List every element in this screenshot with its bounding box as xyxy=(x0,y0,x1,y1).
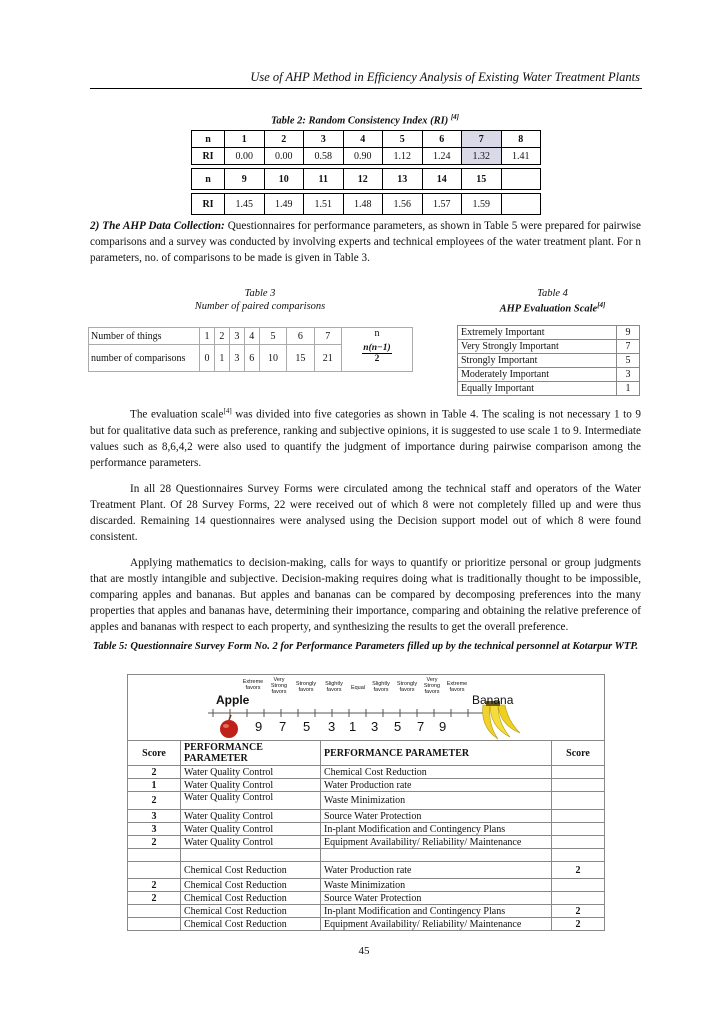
scale-category: Extreme favors xyxy=(446,681,468,693)
table-row xyxy=(128,823,605,836)
p1-start: The evaluation scale xyxy=(130,408,224,421)
table-row xyxy=(128,810,605,823)
table2-cell: 0.00 xyxy=(225,148,265,165)
table4-cell: 3 xyxy=(617,368,640,382)
table2-cell: 1.24 xyxy=(422,148,462,165)
scale-category: Very Strong favors xyxy=(270,677,288,695)
scale-number: 5 xyxy=(394,719,402,734)
running-header: Use of AHP Method in Efficiency Analysis of Existing Water Treatment Plants xyxy=(250,70,640,84)
table3-cell: 1 xyxy=(214,345,229,372)
paragraph-1 xyxy=(90,403,641,471)
table2-cell: 3 xyxy=(304,131,344,148)
table2-cell: 15 xyxy=(462,169,502,190)
table-row xyxy=(128,779,605,792)
scale-number: 3 xyxy=(328,719,336,734)
table5-cell: Source Water Protection xyxy=(321,810,552,823)
table5-cell: 2 xyxy=(552,905,605,918)
table4-cell: Very Strongly Important xyxy=(458,340,617,354)
table2-cell: 9 xyxy=(225,169,265,190)
table5-cell xyxy=(552,766,605,779)
table2-row xyxy=(192,148,541,165)
table5-cell xyxy=(552,892,605,905)
table5-cell: Water Quality Control xyxy=(181,823,321,836)
table5-cell xyxy=(552,792,605,810)
table5-cell xyxy=(552,779,605,792)
table4-subtitle-text: AHP Evaluation Scale xyxy=(499,303,598,315)
table-row xyxy=(128,792,605,810)
table3-cell: 0 xyxy=(200,345,215,372)
table4-cell: 9 xyxy=(617,326,640,340)
table2-cell: 13 xyxy=(383,169,423,190)
table-row xyxy=(128,879,605,892)
table4-title: Table 4 xyxy=(537,288,568,299)
table3-cell: number of comparisons xyxy=(89,345,200,372)
table3-cell: 6 xyxy=(244,345,259,372)
table2-cell: 12 xyxy=(343,169,383,190)
table-row xyxy=(128,766,605,779)
p1-ref: [4] xyxy=(223,407,232,415)
scale-number: 9 xyxy=(439,719,447,734)
paragraph-3: Applying mathematics to decision-making, calls for ways to quantify or prioritize personal or group judgments that are mostly intangible and subjective. Decision-making requires doing what is traditionally thought to be impossible, comparing apples and bananas. But apples and bananas can be compared by decomposing preferences into the many properties that apples and bananas have, determining their importance, comparing and obtaining the relative preference of apples and bananas with respect to each property, and synthesizing the results to get the overall preference. xyxy=(90,556,641,633)
table4-subtitle-ref: [4] xyxy=(597,301,606,309)
table-row xyxy=(128,892,605,905)
table5-cell: 2 xyxy=(128,792,181,810)
apple-label: Apple xyxy=(216,693,250,707)
header-rule xyxy=(90,88,642,89)
table2-cell: 1.49 xyxy=(264,194,304,215)
table2-cell: 1 xyxy=(225,131,265,148)
table5-cell xyxy=(552,849,605,862)
table5-cell: Water Quality Control xyxy=(181,779,321,792)
scale-category: Equal xyxy=(350,685,366,691)
table5-cell: 2 xyxy=(128,836,181,849)
table5-header: Score xyxy=(552,741,605,766)
table2-cell: 10 xyxy=(264,169,304,190)
table2-cell: 0.00 xyxy=(264,148,304,165)
table3-subtitle: Number of paired comparisons xyxy=(194,301,326,312)
section-paragraph xyxy=(90,218,641,266)
table3-cell: 7 xyxy=(314,328,341,345)
table4-row xyxy=(458,368,640,382)
scale-graphic xyxy=(127,674,605,741)
table2-cell: 1.48 xyxy=(343,194,383,215)
table5-cell: In-plant Modification and Contingency Plans xyxy=(321,823,552,836)
table5-cell: 2 xyxy=(128,766,181,779)
scale-category: Very Strong favors xyxy=(423,677,441,695)
table4-row xyxy=(458,340,640,354)
scale-number: 9 xyxy=(255,719,263,734)
table5-cell xyxy=(128,862,181,879)
table2-cell: 5 xyxy=(383,131,423,148)
table4-row xyxy=(458,382,640,396)
formula-denominator: 2 xyxy=(374,354,380,364)
table5-cell: 2 xyxy=(552,918,605,931)
table5-cell xyxy=(128,918,181,931)
table5-cell: 2 xyxy=(552,862,605,879)
table2-row xyxy=(192,131,541,148)
scale-number: 7 xyxy=(417,719,425,734)
table3-cell: 3 xyxy=(229,328,244,345)
table5-cell: Chemical Cost Reduction xyxy=(181,862,321,879)
table4-subtitle xyxy=(455,301,650,315)
table2-cell: n xyxy=(192,169,225,190)
table5-cell xyxy=(128,905,181,918)
table3-cell: Number of things xyxy=(89,328,200,345)
table2-cell xyxy=(501,169,541,190)
scale-number: 3 xyxy=(371,719,379,734)
table5-cell xyxy=(552,823,605,836)
table-row xyxy=(128,862,605,879)
table2-cell: 1.56 xyxy=(383,194,423,215)
table5-cell: Chemical Cost Reduction xyxy=(181,879,321,892)
apple-icon xyxy=(220,715,238,738)
table5-cell: 2 xyxy=(128,892,181,905)
table2-cell: 1.41 xyxy=(501,148,541,165)
table2-cell: 1.51 xyxy=(304,194,344,215)
table5-cell xyxy=(321,849,552,862)
table5-cell xyxy=(181,849,321,862)
table5-cell: Source Water Protection xyxy=(321,892,552,905)
scale-number: 7 xyxy=(279,719,287,734)
table2-cell: 6 xyxy=(422,131,462,148)
table5-cell: Water Quality Control xyxy=(181,836,321,849)
table3-n-label: n xyxy=(374,328,380,339)
table3-cell: 4 xyxy=(244,328,259,345)
table4-cell: Equally Important xyxy=(458,382,617,396)
table5-cell: 1 xyxy=(128,779,181,792)
table2-cell: RI xyxy=(192,194,225,215)
page-number: 45 xyxy=(358,945,370,957)
table5-cell xyxy=(552,836,605,849)
table4-cell: 1 xyxy=(617,382,640,396)
table5-cell: Waste Minimization xyxy=(321,792,552,810)
p1-rest: was divided into five categories as shown in Table 4. The scaling is not necessary 1 to 9 but for qualitative data such as preference, ranking and subjective opinions, it is suggested to use scale 1 to 9. Intermediate values such as 8,6,4,2 were also used to quantify the judgment of importance during pairwise comparison among the performance parameters. xyxy=(90,408,641,469)
scale-number: 1 xyxy=(349,719,357,734)
table5-header: Score xyxy=(128,741,181,766)
table5-cell: 3 xyxy=(128,823,181,836)
banana-label: Banana xyxy=(472,693,514,707)
table5-caption: Table 5: Questionnaire Survey Form No. 2 for Performance Parameters filled up by the technical personnel at Kotarpur WTP. xyxy=(92,641,639,652)
table4-cell: 7 xyxy=(617,340,640,354)
table5-header: PERFORMANCE PARAMETER xyxy=(181,741,321,766)
table5-cell xyxy=(552,810,605,823)
scale-category: Extreme favors xyxy=(242,679,264,691)
table3-n-cell xyxy=(342,328,413,372)
table2-caption-ref: [4] xyxy=(450,113,460,121)
table5-cell: Water Quality Control xyxy=(181,766,321,779)
table2-cell: 0.90 xyxy=(343,148,383,165)
table-row xyxy=(128,836,605,849)
table4 xyxy=(457,325,640,396)
table5-cell: 2 xyxy=(128,879,181,892)
table4-cell: Extremely Important xyxy=(458,326,617,340)
table4-row xyxy=(458,326,640,340)
table3-cell: 3 xyxy=(229,345,244,372)
table5-cell: Chemical Cost Reduction xyxy=(181,905,321,918)
table2-row xyxy=(192,169,541,190)
table5-cell xyxy=(552,879,605,892)
table2-cell: 1.45 xyxy=(225,194,265,215)
table5-cell: Waste Minimization xyxy=(321,879,552,892)
table3 xyxy=(88,327,413,372)
scale-category: Strongly favors xyxy=(295,681,317,693)
table4-cell: Moderately Important xyxy=(458,368,617,382)
table2-cell: 1.57 xyxy=(422,194,462,215)
table2-cell xyxy=(501,194,541,215)
table5-cell: Equipment Availability/ Reliability/ Maintenance xyxy=(321,918,552,931)
table5-cell: Water Quality Control xyxy=(181,810,321,823)
table3-cell: 6 xyxy=(287,328,314,345)
table4-row xyxy=(458,354,640,368)
scale-category: Strongly favors xyxy=(396,681,418,693)
table3-cell: 1 xyxy=(200,328,215,345)
table5-cell xyxy=(128,849,181,862)
table2-cell: 1.59 xyxy=(462,194,502,215)
table5-cell: Equipment Availability/ Reliability/ Maintenance xyxy=(321,836,552,849)
table2-cell: 14 xyxy=(422,169,462,190)
table5-cell: Water Production rate xyxy=(321,862,552,879)
table-row xyxy=(128,905,605,918)
section-text: Questionnaires for performance parameters, as shown in Table 5 were prepared for pairwise comparisons and a survey was conducted by involving experts and technical employees of the water treatment plant. For n parameters, no. of comparisons to be made is given in Table 3. xyxy=(90,220,642,264)
table2-cell: n xyxy=(192,131,225,148)
table5-cell: Water Production rate xyxy=(321,779,552,792)
table3-cell: 5 xyxy=(259,328,286,345)
body-paragraphs xyxy=(90,403,641,635)
table5-cell: In-plant Modification and Contingency Plans xyxy=(321,905,552,918)
table5-cell: 3 xyxy=(128,810,181,823)
table3-cell: 10 xyxy=(259,345,286,372)
table2-cell: 1.32 xyxy=(462,148,502,165)
table4-cell: Strongly Important xyxy=(458,354,617,368)
table2-cell: 11 xyxy=(304,169,344,190)
table2-cell: 4 xyxy=(343,131,383,148)
table2-cell: 1.12 xyxy=(383,148,423,165)
table4-cell: 5 xyxy=(617,354,640,368)
table5-header-row xyxy=(128,741,605,766)
table3-cell: 21 xyxy=(314,345,341,372)
table-row xyxy=(128,849,605,862)
scale-category: Slightly favors xyxy=(325,681,343,693)
table3-row xyxy=(89,328,413,345)
table5 xyxy=(127,740,605,931)
table5-cell: Chemical Cost Reduction xyxy=(181,918,321,931)
table5-header: PERFORMANCE PARAMETER xyxy=(321,741,552,766)
table2-caption-text: Table 2: Random Consistency Index (RI) xyxy=(270,115,449,127)
section-heading: 2) The AHP Data Collection: xyxy=(90,220,225,232)
table3-cell: 2 xyxy=(214,328,229,345)
table5-cell: Chemical Cost Reduction xyxy=(181,892,321,905)
table2 xyxy=(191,130,541,215)
table2-cell: 8 xyxy=(501,131,541,148)
table3-title: Table 3 xyxy=(244,288,276,299)
table2-cell: 0.58 xyxy=(304,148,344,165)
table5-cell: Water Quality Control xyxy=(181,792,321,810)
table2-cell: 7 xyxy=(462,131,502,148)
scale-number: 5 xyxy=(303,719,311,734)
table2-cell: 2 xyxy=(264,131,304,148)
table-row xyxy=(128,918,605,931)
table2-caption xyxy=(200,113,530,127)
table3-cell: 15 xyxy=(287,345,314,372)
paragraph-2: In all 28 Questionnaires Survey Forms were circulated among the technical staff and operators of the Water Treatment Plant. Of 28 Survey Forms, 22 were received out of which 8 were not completely filled up and were thus discarded. Remaining 14 questionnaires were analysed using the Decision support model out of which 8 were found consistent. xyxy=(90,482,641,543)
scale-category: Slightly favors xyxy=(372,681,390,693)
table5-cell: Chemical Cost Reduction xyxy=(321,766,552,779)
table2-cell: RI xyxy=(192,148,225,165)
table2-row xyxy=(192,194,541,215)
formula-numerator: n(n−1) xyxy=(363,343,391,353)
